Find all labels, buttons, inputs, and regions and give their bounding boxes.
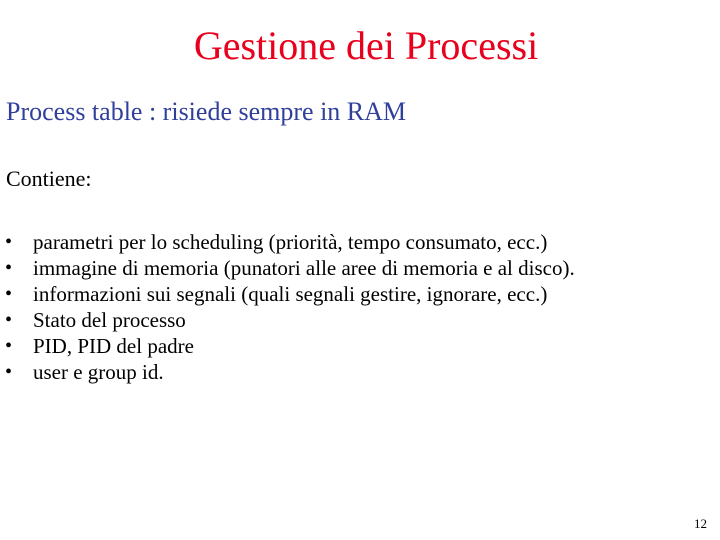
list-item-text: parametri per lo scheduling (priorità, tempo consumato, ecc.) — [33, 230, 548, 254]
contains-label: Contiene: — [6, 166, 92, 191]
slide-title: Gestione dei Processi — [193, 23, 539, 68]
bullet-icon: • — [5, 257, 13, 279]
list-item-text: immagine di memoria (punatori alle aree di memoria e al disco). — [33, 256, 575, 280]
list-item-text: user e group id. — [33, 360, 164, 384]
bullet-icon: • — [5, 361, 13, 383]
list-item-text: PID, PID del padre — [33, 334, 194, 358]
list-item-text: Stato del processo — [33, 308, 186, 332]
bullet-icon: • — [5, 309, 13, 331]
page-number: 12 — [694, 516, 707, 531]
slide-subtitle: Process table : risiede sempre in RAM — [6, 97, 407, 126]
bullet-icon: • — [5, 335, 13, 357]
bullet-icon: • — [5, 283, 13, 305]
bullet-icon: • — [5, 231, 13, 253]
list-item-text: informazioni sui segnali (quali segnali gestire, ignorare, ecc.) — [33, 282, 548, 306]
